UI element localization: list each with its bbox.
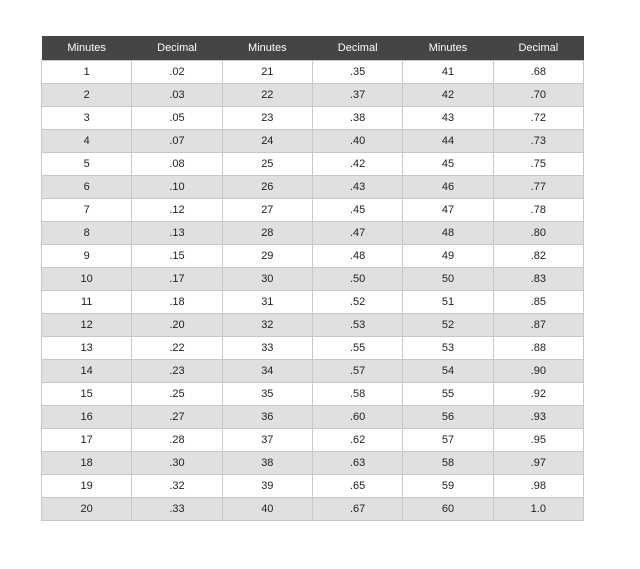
table-row xyxy=(42,268,584,291)
decimal-cell: .50 xyxy=(312,268,402,291)
decimal-cell: .20 xyxy=(132,314,222,337)
decimal-cell: .12 xyxy=(132,199,222,222)
decimal-cell: .03 xyxy=(132,84,222,107)
decimal-cell: .45 xyxy=(312,199,402,222)
minutes-cell: 15 xyxy=(42,383,132,406)
minutes-cell: 4 xyxy=(42,130,132,153)
minutes-cell: 44 xyxy=(403,130,493,153)
minutes-cell: 48 xyxy=(403,222,493,245)
table-row xyxy=(42,107,584,130)
decimal-cell: .82 xyxy=(493,245,583,268)
decimal-cell: .30 xyxy=(132,452,222,475)
table-row xyxy=(42,475,584,498)
decimal-cell: .80 xyxy=(493,222,583,245)
minutes-cell: 52 xyxy=(403,314,493,337)
minutes-cell: 34 xyxy=(222,360,312,383)
decimal-cell: .02 xyxy=(132,61,222,84)
table-row xyxy=(42,176,584,199)
minutes-cell: 42 xyxy=(403,84,493,107)
table-row xyxy=(42,84,584,107)
table-row xyxy=(42,130,584,153)
minutes-cell: 46 xyxy=(403,176,493,199)
minutes-cell: 39 xyxy=(222,475,312,498)
decimal-cell: .43 xyxy=(312,176,402,199)
minutes-cell: 5 xyxy=(42,153,132,176)
minutes-cell: 10 xyxy=(42,268,132,291)
decimal-cell: .13 xyxy=(132,222,222,245)
decimal-cell: .83 xyxy=(493,268,583,291)
table-row xyxy=(42,245,584,268)
minutes-cell: 36 xyxy=(222,406,312,429)
minutes-to-decimal-table xyxy=(41,36,584,521)
minutes-cell: 9 xyxy=(42,245,132,268)
decimal-cell: .28 xyxy=(132,429,222,452)
decimal-cell: .67 xyxy=(312,498,402,521)
minutes-cell: 49 xyxy=(403,245,493,268)
minutes-cell: 21 xyxy=(222,61,312,84)
conversion-table-container xyxy=(41,36,584,521)
table-row xyxy=(42,337,584,360)
table-row xyxy=(42,199,584,222)
decimal-cell: .90 xyxy=(493,360,583,383)
minutes-cell: 37 xyxy=(222,429,312,452)
minutes-cell: 24 xyxy=(222,130,312,153)
minutes-cell: 59 xyxy=(403,475,493,498)
minutes-cell: 41 xyxy=(403,61,493,84)
decimal-cell: .55 xyxy=(312,337,402,360)
decimal-cell: .73 xyxy=(493,130,583,153)
minutes-cell: 17 xyxy=(42,429,132,452)
minutes-cell: 6 xyxy=(42,176,132,199)
minutes-cell: 27 xyxy=(222,199,312,222)
minutes-cell: 31 xyxy=(222,291,312,314)
decimal-cell: .37 xyxy=(312,84,402,107)
decimal-cell: .70 xyxy=(493,84,583,107)
header-decimal: Decimal xyxy=(132,36,222,61)
minutes-cell: 51 xyxy=(403,291,493,314)
minutes-cell: 45 xyxy=(403,153,493,176)
decimal-cell: .60 xyxy=(312,406,402,429)
decimal-cell: .72 xyxy=(493,107,583,130)
minutes-cell: 22 xyxy=(222,84,312,107)
minutes-cell: 53 xyxy=(403,337,493,360)
decimal-cell: .42 xyxy=(312,153,402,176)
minutes-cell: 18 xyxy=(42,452,132,475)
minutes-cell: 2 xyxy=(42,84,132,107)
decimal-cell: .17 xyxy=(132,268,222,291)
header-decimal: Decimal xyxy=(312,36,402,61)
minutes-cell: 26 xyxy=(222,176,312,199)
decimal-cell: .78 xyxy=(493,199,583,222)
decimal-cell: .65 xyxy=(312,475,402,498)
header-decimal: Decimal xyxy=(493,36,583,61)
decimal-cell: .40 xyxy=(312,130,402,153)
minutes-cell: 1 xyxy=(42,61,132,84)
header-row xyxy=(42,36,584,61)
minutes-cell: 12 xyxy=(42,314,132,337)
decimal-cell: .53 xyxy=(312,314,402,337)
table-row xyxy=(42,314,584,337)
table-row xyxy=(42,153,584,176)
table-row xyxy=(42,291,584,314)
decimal-cell: .52 xyxy=(312,291,402,314)
table-row xyxy=(42,222,584,245)
decimal-cell: .77 xyxy=(493,176,583,199)
minutes-cell: 14 xyxy=(42,360,132,383)
minutes-cell: 16 xyxy=(42,406,132,429)
header-minutes: Minutes xyxy=(222,36,312,61)
decimal-cell: .95 xyxy=(493,429,583,452)
minutes-cell: 29 xyxy=(222,245,312,268)
table-row xyxy=(42,498,584,521)
minutes-cell: 54 xyxy=(403,360,493,383)
table-row xyxy=(42,429,584,452)
table-row xyxy=(42,383,584,406)
decimal-cell: .32 xyxy=(132,475,222,498)
decimal-cell: .97 xyxy=(493,452,583,475)
table-row xyxy=(42,452,584,475)
decimal-cell: .10 xyxy=(132,176,222,199)
decimal-cell: .08 xyxy=(132,153,222,176)
table-row xyxy=(42,360,584,383)
minutes-cell: 55 xyxy=(403,383,493,406)
minutes-cell: 43 xyxy=(403,107,493,130)
minutes-cell: 40 xyxy=(222,498,312,521)
decimal-cell: .58 xyxy=(312,383,402,406)
decimal-cell: .48 xyxy=(312,245,402,268)
decimal-cell: .27 xyxy=(132,406,222,429)
decimal-cell: .47 xyxy=(312,222,402,245)
minutes-cell: 33 xyxy=(222,337,312,360)
minutes-cell: 60 xyxy=(403,498,493,521)
minutes-cell: 57 xyxy=(403,429,493,452)
minutes-cell: 23 xyxy=(222,107,312,130)
minutes-cell: 32 xyxy=(222,314,312,337)
table-row xyxy=(42,406,584,429)
decimal-cell: .38 xyxy=(312,107,402,130)
decimal-cell: .87 xyxy=(493,314,583,337)
table-header xyxy=(42,36,584,61)
minutes-cell: 25 xyxy=(222,153,312,176)
minutes-cell: 35 xyxy=(222,383,312,406)
decimal-cell: .18 xyxy=(132,291,222,314)
table-body xyxy=(42,61,584,521)
decimal-cell: .33 xyxy=(132,498,222,521)
minutes-cell: 47 xyxy=(403,199,493,222)
minutes-cell: 3 xyxy=(42,107,132,130)
table-row xyxy=(42,61,584,84)
decimal-cell: .85 xyxy=(493,291,583,314)
minutes-cell: 50 xyxy=(403,268,493,291)
decimal-cell: .93 xyxy=(493,406,583,429)
decimal-cell: .62 xyxy=(312,429,402,452)
decimal-cell: .68 xyxy=(493,61,583,84)
minutes-cell: 56 xyxy=(403,406,493,429)
minutes-cell: 30 xyxy=(222,268,312,291)
decimal-cell: .35 xyxy=(312,61,402,84)
minutes-cell: 28 xyxy=(222,222,312,245)
decimal-cell: .57 xyxy=(312,360,402,383)
decimal-cell: .98 xyxy=(493,475,583,498)
decimal-cell: .22 xyxy=(132,337,222,360)
minutes-cell: 58 xyxy=(403,452,493,475)
minutes-cell: 7 xyxy=(42,199,132,222)
decimal-cell: .15 xyxy=(132,245,222,268)
minutes-cell: 11 xyxy=(42,291,132,314)
decimal-cell: 1.0 xyxy=(493,498,583,521)
minutes-cell: 19 xyxy=(42,475,132,498)
header-minutes: Minutes xyxy=(403,36,493,61)
decimal-cell: .23 xyxy=(132,360,222,383)
decimal-cell: .63 xyxy=(312,452,402,475)
header-minutes: Minutes xyxy=(42,36,132,61)
decimal-cell: .25 xyxy=(132,383,222,406)
decimal-cell: .75 xyxy=(493,153,583,176)
decimal-cell: .92 xyxy=(493,383,583,406)
decimal-cell: .88 xyxy=(493,337,583,360)
decimal-cell: .05 xyxy=(132,107,222,130)
minutes-cell: 8 xyxy=(42,222,132,245)
minutes-cell: 38 xyxy=(222,452,312,475)
minutes-cell: 20 xyxy=(42,498,132,521)
decimal-cell: .07 xyxy=(132,130,222,153)
minutes-cell: 13 xyxy=(42,337,132,360)
